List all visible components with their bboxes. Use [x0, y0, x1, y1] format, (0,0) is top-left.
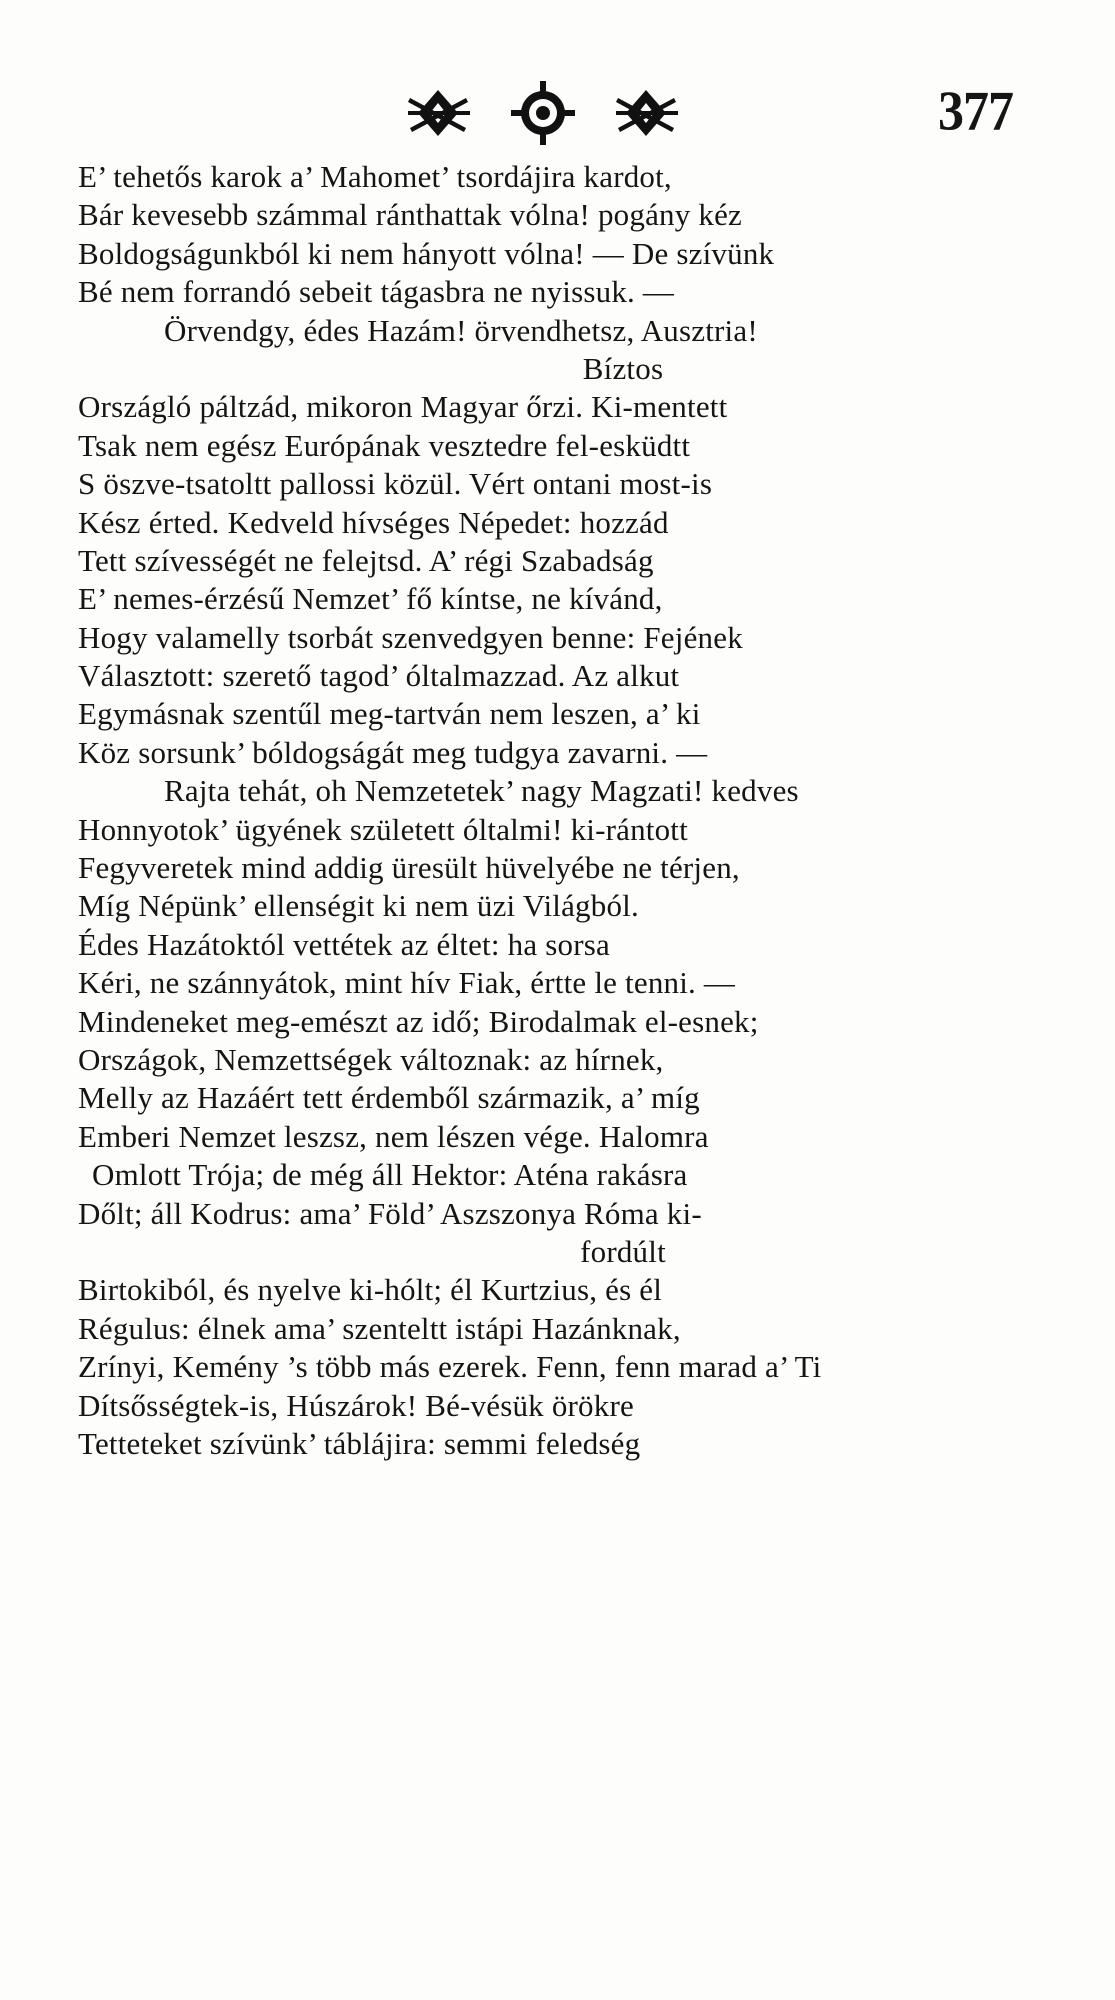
text-line: Hogy valamelly tsorbát szenvedgyen benne: Fejének — [78, 619, 743, 655]
text-line: Mindeneket meg-emészt az idő; Birodalmak el-esnek; — [78, 1003, 759, 1039]
text-line: Országok, Nemzettségek változnak: az hírnek, — [78, 1041, 664, 1077]
text-line: Fegyveretek mind addig üresült hüvelyébe ne térjen, — [78, 850, 740, 886]
text-line: Édes Hazátoktól vettétek az éltet: ha sorsa — [78, 926, 610, 962]
text-line: Tetteteket szívünk’ táblájira: semmi feledség — [78, 1425, 641, 1461]
text-line: Omlott Trója; de még áll Hektor: Aténa rakásra — [92, 1157, 688, 1193]
text-line: Köz sorsunk’ bóldogságát meg tudgya zavarni. — — [78, 734, 708, 770]
text-line: Régulus: élnek ama’ szenteltt istápi Hazánknak, — [78, 1310, 681, 1346]
page-number: 377 — [938, 80, 1013, 143]
text-line: Rajta tehát, oh Nemzetetek’ nagy Magzati! kedves — [164, 773, 799, 809]
text-line: Tett szívességét ne felejtsd. A’ régi Szabadság — [78, 542, 654, 578]
text-line: Honnyotok’ ügyének született óltalmi! ki-rántott — [78, 811, 688, 847]
text-line: Választott: szerető tagod’ óltalmazzad. Az alkut — [78, 658, 680, 694]
text-line: Bár kevesebb számmal ránthattak vólna! pogány kéz — [78, 197, 742, 233]
text-line: E’ tehetős karok a’ Mahomet’ tsordájira kardot, — [78, 159, 672, 194]
text-line: Egymásnak szentűl meg-tartván nem leszen, a’ ki — [78, 696, 701, 732]
text-line: Boldogságunkból ki nem hányott vólna! — De szívünk — [78, 235, 775, 271]
text-line: Dítsősségtek-is, Húszárok! Bé-vésük örökre — [78, 1387, 634, 1423]
text-line: Dőlt; áll Kodrus: ama’ Föld’ Aszszonya Róma ki- — [78, 1195, 702, 1231]
text-line: Bé nem forrandó sebeit tágasbra ne nyissuk. — — [78, 274, 675, 310]
text-line: Míg Népünk’ ellenségit ki nem üzi Világból. — [78, 888, 639, 924]
text-line: Birtokiból, és nyelve ki-hólt; él Kurtzius, és él — [78, 1272, 663, 1308]
text-line: E’ nemes-érzésű Nemzet’ fő kíntse, ne kívánd, — [78, 581, 663, 617]
text-line: Emberi Nemzet leszsz, nem lészen vége. Halomra — [78, 1118, 709, 1154]
text-line: Melly az Hazáért tett érdemből származik, a’ míg — [78, 1080, 700, 1116]
text-line: Tsak nem egész Európának vesztedre fel-esküdtt — [78, 427, 691, 463]
page-header — [0, 78, 1115, 158]
text-line: Kész érted. Kedveld hívséges Népedet: hozzád — [78, 504, 669, 540]
text-line: S öszve-tsatoltt pallossi közül. Vért ontani most-is — [78, 466, 713, 502]
printers-ornament-icon — [408, 78, 678, 148]
text-line: Kéri, ne szánnyátok, mint hív Fiak, értte le tenni. — — [78, 965, 736, 1001]
text-line: Országló páltzád, mikoron Magyar őrzi. Ki-mentett — [78, 389, 728, 425]
text-line: Bíztos — [582, 350, 664, 386]
text-line: Zrínyi, Kemény ’s több más ezerek. Fenn, fenn marad a’ Ti — [78, 1349, 822, 1385]
text-line: Örvendgy, édes Hazám! örvendhetsz, Ausztria! — [164, 312, 758, 348]
text-line: fordúlt — [580, 1233, 666, 1269]
poem-text — [78, 158, 1048, 1463]
